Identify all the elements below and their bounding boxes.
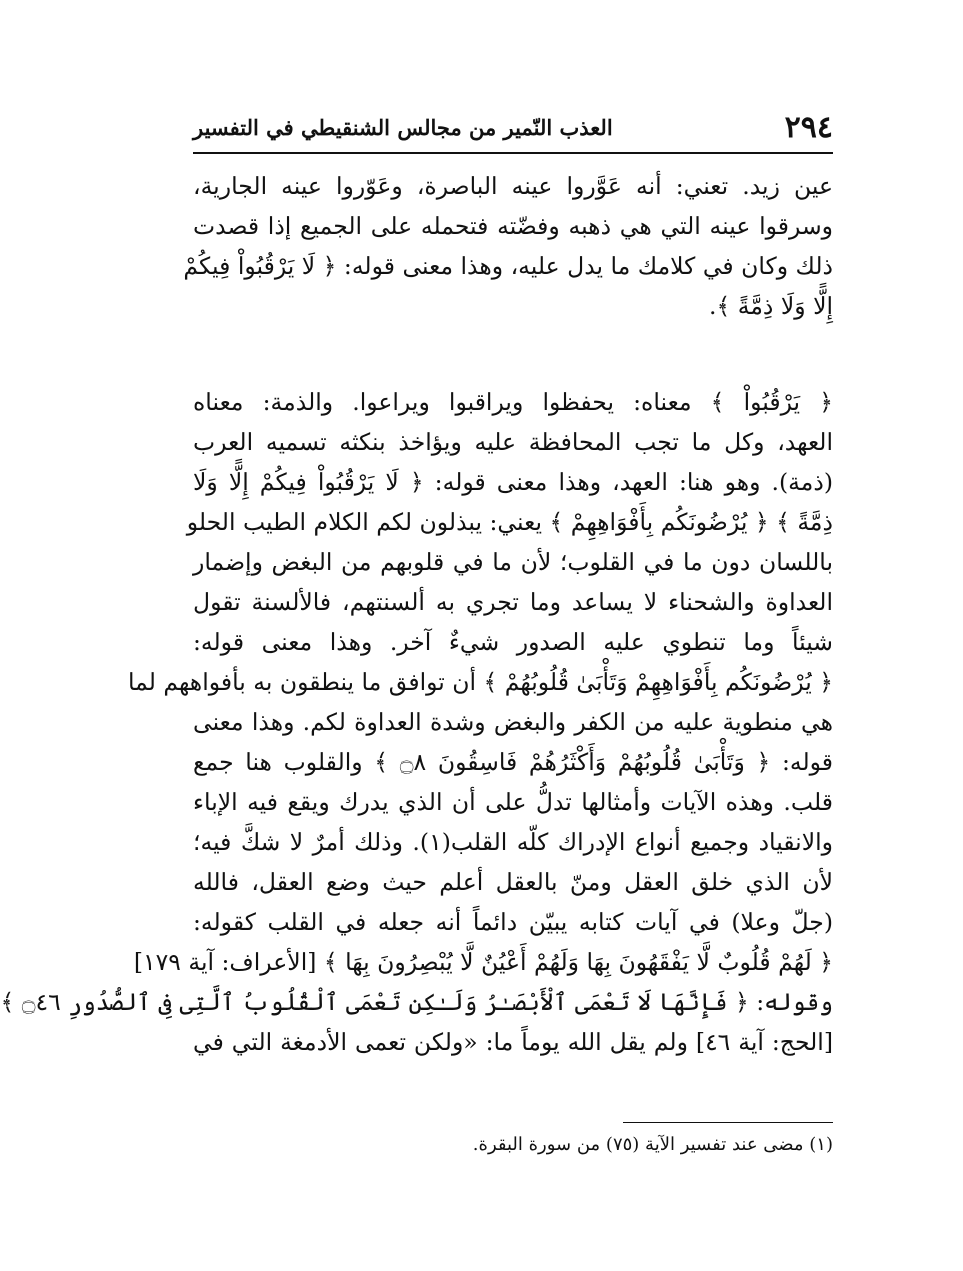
- text-line: وسرقوا عينه التي هي ذهبه وفضّته فتحمله على الجميع إذا قصدت: [193, 212, 833, 240]
- text-line: ﴿ لَهُمْ قُلُوبٌ لَّا يَفْقَهُونَ بِهَا وَلَهُمْ أَعْيُنٌ لَّا يُبْصِرُونَ بِهَا ﴾ [الأعراف: آية ١٧٩]: [133, 948, 833, 976]
- text-line: ﴿ يُرْضُونَكُم بِأَفْوَاهِهِمْ وَتَأْبَىٰ قُلُوبُهُمْ ﴾ أن توافق ما ينطقون به بأفواههم لما: [127, 668, 833, 696]
- text-line: إِلًّا وَلَا ذِمَّةً ﴾.: [709, 292, 833, 320]
- page-header: [193, 108, 833, 148]
- header-divider: [193, 152, 833, 154]
- text-line: والانقياد وجميع أنواع الإدراك كلّه القلب(١). وذلك أمرٌ لا شكَّ فيه؛: [193, 828, 833, 856]
- text-line: (ذمة). وهو هنا: العهد، وهذا معنى قوله: ﴿ لَا يَرْقُبُواْ فِيكُمْ إِلًّا وَلَا: [193, 468, 833, 496]
- paragraph-2: [0, 382, 833, 1062]
- text-line: ذِمَّةً ﴾ ﴿ يُرْضُونَكُم بِأَفْوَاهِهِمْ ﴾ يعني: يبذلون لكم الكلام الطيب الحلو: [186, 508, 833, 536]
- text-line: العهد، وكل ما تجب المحافظة عليه ويؤاخذ بنكثه تسميه العرب: [193, 428, 833, 456]
- text-line: ذلك وكان في كلامك ما يدل عليه، وهذا معنى قوله: ﴿ لَا يَرْقُبُواْ فِيكُمْ: [183, 252, 833, 280]
- text-line: [الحج: آية ٤٦] ولم يقل الله يوماً ما: «ولكن تعمى الأدمغة التي في: [193, 1028, 833, 1056]
- text-line: قوله: ﴿ وَتَأْبَىٰ قُلُوبُهُمْ وَأَكْثَرُهُمْ فَاسِقُونَ ۝٨ ﴾ والقلوب هنا جمع: [193, 748, 833, 776]
- paragraph-1: [183, 166, 833, 326]
- page-number: ٢٩٤: [784, 110, 833, 145]
- text-line: شيئاً وما تنطوي عليه الصدور شيءٌ آخر. وهذا معنى قوله:: [193, 628, 833, 656]
- text-line: لأن الذي خلق العقل ومنّ بالعقل أعلم حيث وضع العقل، فالله: [193, 868, 833, 896]
- text-line: (جلّ وعلا) في آيات كتابه يبيّن دائماً أنه جعله في القلب كقوله:: [193, 908, 833, 936]
- text-line: ﴿ يَرْقُبُواْ ﴾ معناه: يحفظوا ويراقبوا ويراعوا. والذمة: معناه: [193, 388, 833, 416]
- footnote: (١) مضى عند تفسير الآية (٧٥) من سورة البقرة.: [472, 1134, 833, 1155]
- text-line: هي منطوية عليه من الكفر والبغض وشدة العداوة لكم. وهذا معنى: [193, 708, 833, 736]
- text-line: عين زيد. تعني: أنه عَوَّروا عينه الباصرة، وعَوّروا عينه الجارية،: [193, 172, 833, 200]
- text-line: وقوله: ﴿ فَإِنَّهَا لَا تَعْمَى ٱلْأَبْصَـٰرُ وَلَـٰكِن تَعْمَى ٱلْقُلُوبُ ٱلَّتِى فِى ٱلصُّدُورِ ۝٤٦ ﴾: [0, 988, 833, 1016]
- running-title: العذب النّمير من مجالس الشنقيطي في التفسير: [193, 115, 613, 140]
- text-line: باللسان دون ما في القلوب؛ لأن ما في قلوبهم من البغض وإضمار: [193, 548, 833, 576]
- text-line: العداوة والشحناء لا يساعد وما تجري به ألسنتهم، فالألسنة تقول: [193, 588, 833, 616]
- text-line: قلب. وهذه الآيات وأمثالها تدلُّ على أن الذي يدرك ويقع فيه الإباء: [193, 788, 833, 816]
- footnote-divider: [623, 1122, 833, 1123]
